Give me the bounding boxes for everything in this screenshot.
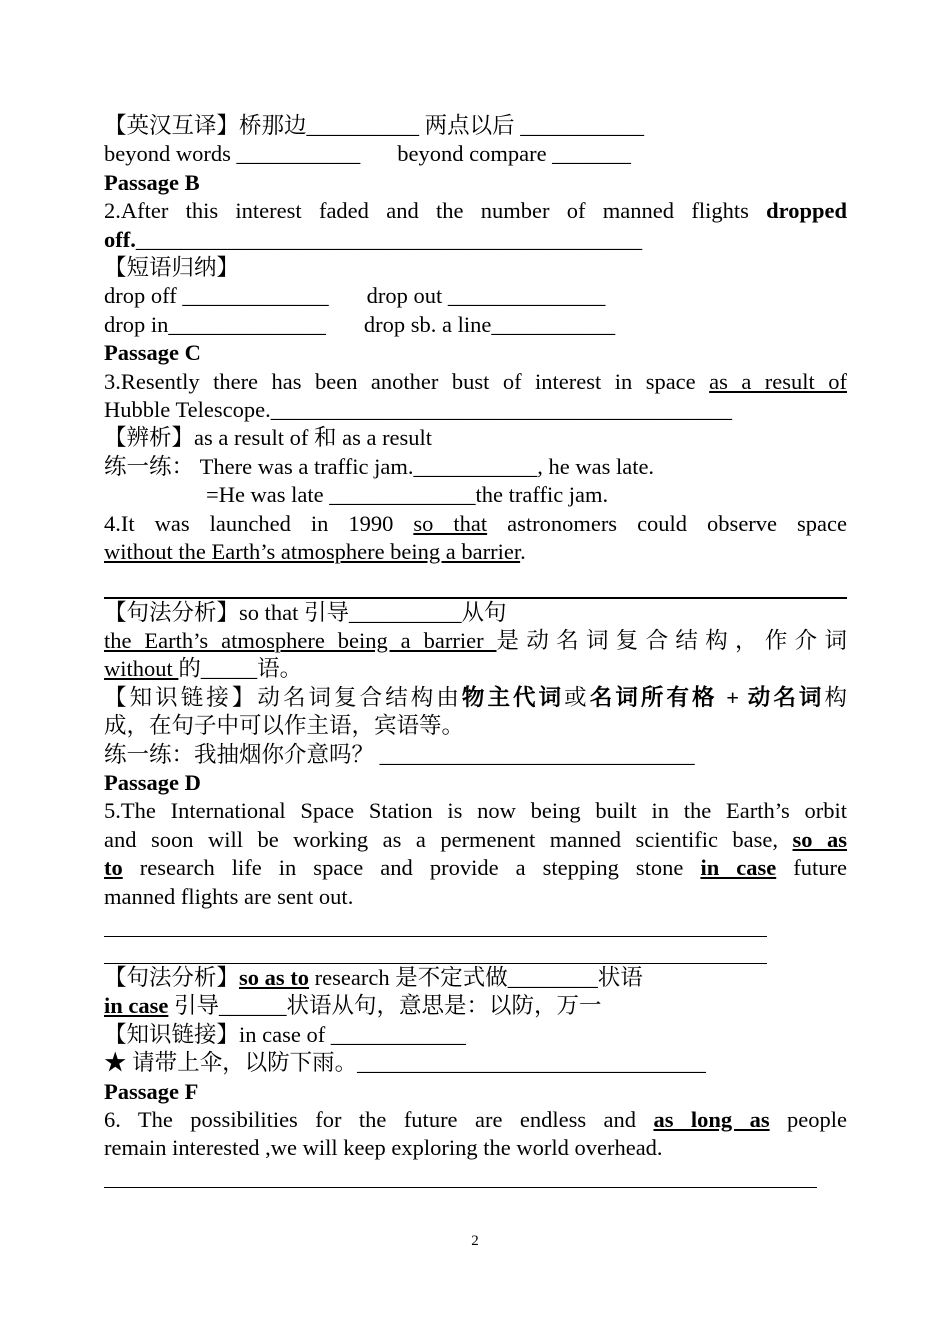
distinguish-line: 【辨析】as a result of 和 as a result — [104, 425, 433, 451]
translation-item-beyond-words: beyond words ___________ — [104, 141, 361, 167]
question-6-line-2: remain interested ,we will keep exploring the world overhead. — [104, 1135, 663, 1161]
question-2: 2.After this interest faded and the number of manned flights dropped off._____________________________________________ — [104, 198, 847, 252]
passage-f-heading: Passage F — [104, 1078, 199, 1104]
translation-item-bridge: 【英汉互译】桥那边__________ — [104, 113, 425, 138]
star-practice-line: ★ 请带上伞，以防下雨。_______________________________ — [104, 1050, 706, 1076]
passage-c-heading: Passage C — [104, 340, 201, 366]
in-case-phrase: in case — [700, 855, 777, 881]
practice-line-3: 练一练：我抽烟你介意吗？ ____________________________ — [104, 741, 695, 767]
translation-item-after-two: 两点以后 ___________ — [424, 113, 645, 138]
syntax-analysis-1: 【句法分析】so that 引导__________从句 — [104, 599, 507, 625]
phrase-row-1 — [104, 282, 847, 310]
phrase-summary-heading: 【短语归纳】 — [104, 255, 240, 281]
answer-rule-3 — [104, 1187, 817, 1188]
gerund-structure-line: the Earth’s atmosphere being a barrier 是动名词复合结构，作介词 — [104, 627, 847, 653]
practice-line-1: 练一练： There was a traffic jam.___________, he was late. — [104, 453, 655, 479]
question-6-line-1: 6. The possibilities for the future are endless and as long as people — [104, 1107, 847, 1132]
worksheet-page — [104, 112, 847, 1188]
page-number: 2 — [471, 1233, 479, 1249]
dropped-off-phrase: dropped off. — [104, 198, 847, 252]
knowledge-link-2: 【知识链接】in case of ____________ — [104, 1021, 466, 1047]
as-long-as-phrase: as long as — [653, 1107, 770, 1132]
phrase-drop-in: drop in______________ — [104, 311, 326, 337]
without-phrase: without the Earth’s atmosphere being a barrier — [104, 539, 521, 565]
so-that-phrase: so that — [413, 510, 488, 536]
phrase-drop-line: drop sb. a line___________ — [363, 311, 616, 337]
question-4-line-1: 4.It was launched in 1990 so that astronomers could observe space — [104, 510, 847, 536]
syntax-analysis-2: 【句法分析】so as to research 是不定式做________状语 — [104, 964, 643, 990]
as-a-result-of-phrase: as a result of — [709, 368, 847, 394]
translation-line-1 — [104, 112, 847, 140]
phrase-drop-out: drop out ______________ — [366, 283, 606, 309]
in-case-line: in case 引导______状语从句，意思是：以防，万一 — [104, 993, 602, 1019]
question-5-line-2: and soon will be working as a permenent manned scientific base, so as — [104, 826, 847, 852]
phrase-row-2 — [104, 311, 847, 339]
question-4-line-2: without the Earth’s atmosphere being a barrier. — [104, 539, 526, 565]
question-3-line-2: Hubble Telescope._________________________________________ — [104, 397, 732, 423]
translation-item-beyond-compare: beyond compare _______ — [397, 141, 631, 167]
so-as-phrase: so as — [792, 826, 847, 852]
passage-d-heading: Passage D — [104, 769, 201, 795]
question-5-line-1: 5.The International Space Station is now being built in the Earth’s orbit — [104, 798, 847, 824]
question-3-line-1: 3.Resently there has been another bust of interest in space as a result of — [104, 368, 847, 394]
knowledge-link-1: 【知识链接】动名词复合结构由物主代词或名词所有格 + 动名词构 — [104, 684, 847, 710]
practice-line-2: =He was late _____________the traffic jam. — [206, 482, 609, 508]
knowledge-link-1-line-2: 成，在句子中可以作主语，宾语等。 — [104, 713, 465, 739]
translation-line-2 — [104, 140, 847, 168]
question-5-line-4: manned flights are sent out. — [104, 883, 354, 909]
answer-blank: _____________________________________________ — [135, 226, 643, 252]
question-5-line-3: to research life in space and provide a stepping stone in case future — [104, 855, 847, 881]
without-object-line: without 的_____语。 — [104, 656, 303, 682]
passage-b-heading: Passage B — [104, 169, 200, 195]
phrase-drop-off: drop off _____________ — [104, 283, 329, 309]
